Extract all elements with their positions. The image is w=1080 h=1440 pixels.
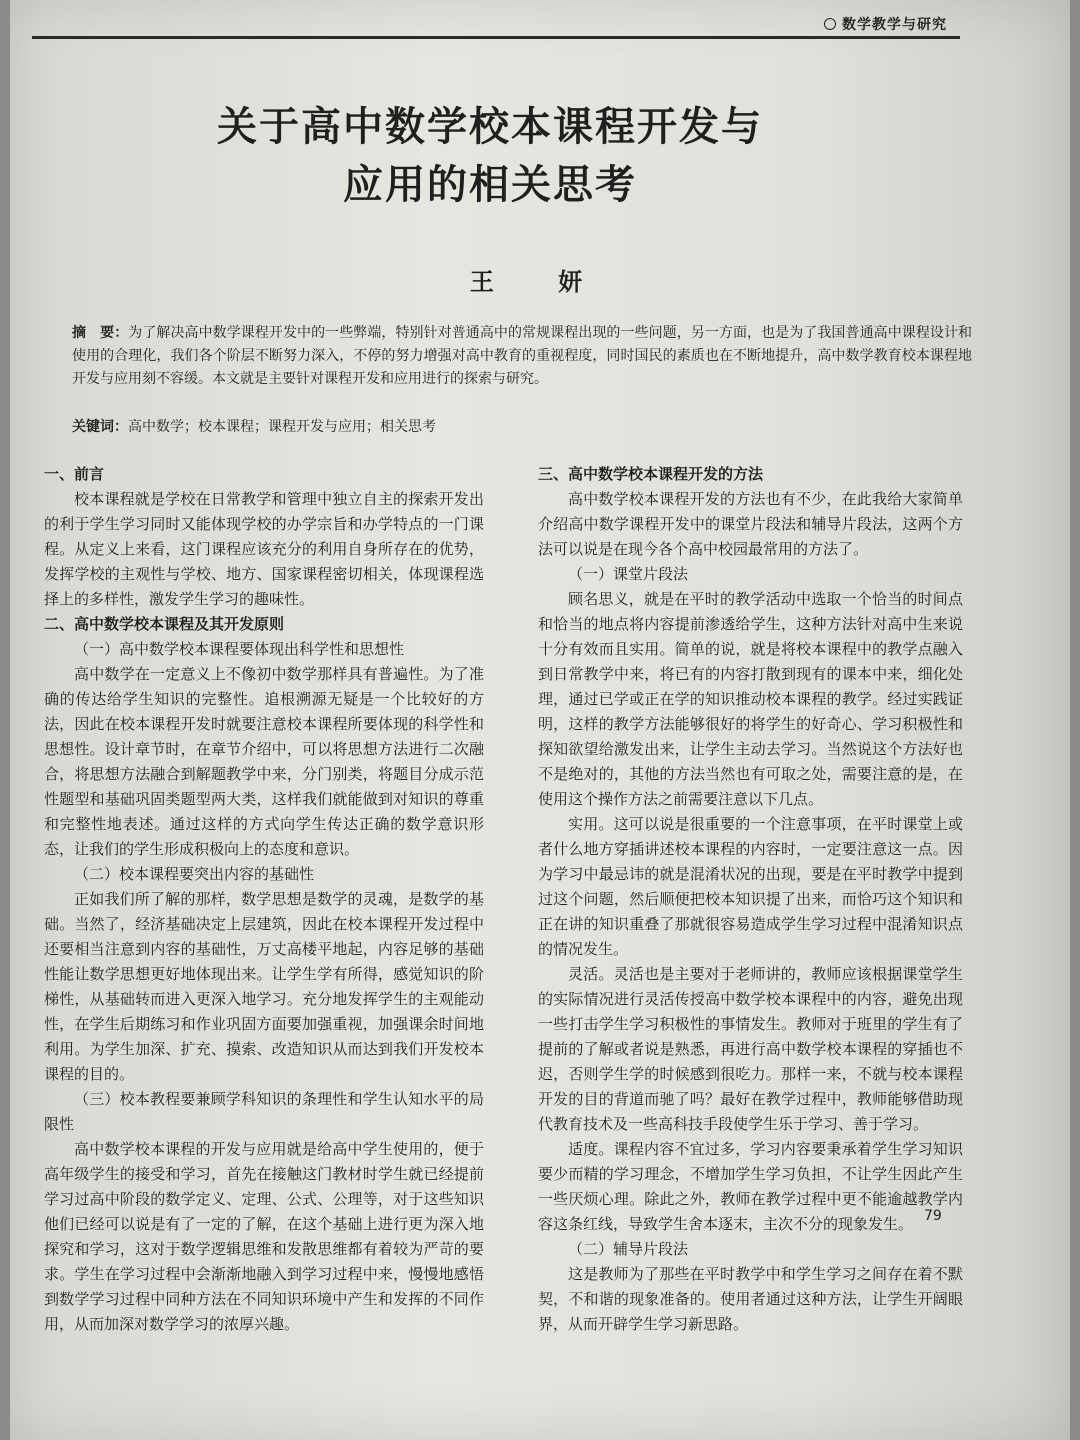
header-rule bbox=[32, 36, 960, 39]
section-1-heading: 一、前言 bbox=[44, 465, 105, 483]
journal-page bbox=[10, 0, 1070, 1440]
abstract bbox=[72, 322, 972, 391]
title-line-2: 应用的相关思考 bbox=[343, 162, 637, 208]
section-2-subheading-2: （二）校本课程要突出内容的基础性 bbox=[74, 865, 315, 883]
section-3-subheading-1: （一）课堂片段法 bbox=[568, 565, 689, 583]
keywords-text: 高中数学；校本课程；课程开发与应用；相关思考 bbox=[128, 419, 436, 435]
section-2-subheading-1: （一）高中数学校本课程要体现出科学性和思想性 bbox=[74, 640, 405, 658]
title-line-1: 关于高中数学校本课程开发与 bbox=[217, 104, 763, 150]
section-3-paragraph-3: 实用。这可以说是很重要的一个注意事项，在平时课堂上或者什么地方穿插讲述校本课程的内容时，一定要注意这一点。因为学习中最忌讳的就是混淆状况的出现，要是在平时教学中提到过这个问题，然后顺便把校本知识提了出来，而恰巧这个知识和正在讲的知识重叠了那就很容易造成学生学习过程中混淆知识点的情况发生。 bbox=[538, 815, 963, 958]
section-2-paragraph-3: 高中数学校本课程的开发与应用就是给高中学生使用的，便于高年级学生的接受和学习，首先在接触这门教材时学生就已经提前学习过高中阶段的数学定义、定理、公式、公理等，对于这些知识他们已经可以说是有了一定的了解，在这个基础上进行更为深入地探究和学习，这对于数学逻辑思维和发散思维都有着较为严苛的要求。学生在学习过程中会渐渐地融入到学习过程中来，慢慢地感悟到数学学习过程中同种方法在不同知识环境中产生和发挥的不同作用，从而加深对数学学习的浓厚兴趣。 bbox=[44, 1140, 484, 1333]
keywords bbox=[72, 416, 972, 439]
section-1-paragraph-1: 校本课程就是学校在日常教学和管理中独立自主的探索开发出的利于学生学习同时又能体现学校的办学宗旨和办学特点的一门课程。从定义上来看，这门课程应该充分的利用自身所存在的优势，发挥学校的主观性与学校、地方、国家课程密切相关，体现课程选择上的多样性，激发学生学习的趣味性。 bbox=[44, 490, 484, 608]
section-3-paragraph-1: 高中数学校本课程开发的方法也有不少，在此我给大家简单介绍高中数学课程开发中的课堂片段法和辅导片段法，这两个方法可以说是在现今各个高中校园最常用的方法了。 bbox=[538, 490, 963, 558]
section-2-paragraph-2: 正如我们所了解的那样，数学思想是数学的灵魂，是数学的基础。当然了，经济基础决定上层建筑，因此在校本课程开发过程中还要相当注意到内容的基础性，万丈高楼平地起，内容足够的基础性能让数学思想更好地体现出来。让学生学有所得，感觉知识的阶梯性，从基础转而进入更深入地学习。充分地发挥学生的主观能动性，在学生后期练习和作业巩固方面要加强重视，加强课余时间地利用。为学生加深、扩充、摸索、改造知识从而达到我们开发校本课程的目的。 bbox=[44, 890, 484, 1083]
abstract-text: 为了解决高中数学课程开发中的一些弊端，特别针对普通高中的常规课程出现的一些问题，另一方面，也是为了我国普通高中课程设计和使用的合理化，我们各个阶层不断努力深入，不停的努力增强对高中教育的重视程度，同时国民的素质也在不断地提升，高中数学教育校本课程地开发与应用刻不容缓。本文就是主要针对课程开发和应用进行的探索与研究。 bbox=[72, 325, 973, 387]
article-title bbox=[70, 98, 910, 214]
section-3-subheading-2: （二）辅导片段法 bbox=[568, 1240, 689, 1258]
section-3-paragraph-5: 适度。课程内容不宜过多，学习内容要秉承着学生学习知识要少而精的学习理念，不增加学生学习负担，不让学生因此产生一些厌烦心理。除此之外，教师在教学过程中更不能逾越教学内容这条红线，导致学生舍本逐末，主次不分的现象发生。 bbox=[538, 1140, 963, 1233]
section-tag bbox=[824, 14, 947, 34]
page-number: 79 bbox=[924, 1208, 942, 1224]
section-3-paragraph-4: 灵活。灵活也是主要对于老师讲的，教师应该根据课堂学生的实际情况进行灵活传授高中数学校本课程中的内容，避免出现一些打击学生学习积极性的事情发生。教师对于班里的学生有了提前的了解或者说是熟悉，再进行高中数学校本课程的穿插也不迟，否则学生学的时候感到很吃力。那样一来，不就与校本课程开发的目的背道而驰了吗？最好在教学过程中，教师能够借助现代教育技术及一些高科技手段使学生乐于学习、善于学习。 bbox=[538, 965, 963, 1133]
section-3-paragraph-6: 这是教师为了那些在平时教学中和学生学习之间存在着不默契，不和谐的现象准备的。使用者通过这种方法，让学生开阔眼界，从而开辟学生学习新思路。 bbox=[538, 1265, 963, 1333]
abstract-label: 摘 要： bbox=[72, 325, 129, 341]
section-tag-text: 数学教学与研究 bbox=[842, 17, 947, 33]
section-3-heading: 三、高中数学校本课程开发的方法 bbox=[538, 465, 764, 483]
section-2-heading: 二、高中数学校本课程及其开发原则 bbox=[44, 615, 285, 633]
left-column bbox=[44, 462, 484, 1337]
right-column bbox=[538, 462, 963, 1337]
keywords-label: 关键词： bbox=[72, 419, 128, 435]
section-2-paragraph-1: 高中数学在一定意义上不像初中数学那样具有普遍性。为了准确的传达给学生知识的完整性。追根溯源无疑是一个比较好的方法，因此在校本课程开发时就要注意校本课程所要体现的科学性和思想性。设计章节时，在章节介绍中，可以将思想方法进行二次融合，将思想方法融合到解题教学中来，分门别类，将题目分成示范性题型和基础巩固类题型两大类，这样我们就能做到对知识的尊重和完整性地表述。通过这样的方式向学生传达正确的数学意识形态，让我们的学生形成积极向上的态度和意识。 bbox=[44, 665, 484, 858]
circle-icon bbox=[824, 18, 836, 30]
section-2-subheading-3: （三）校本教程要兼顾学科知识的条理性和学生认知水平的局限性 bbox=[44, 1090, 484, 1133]
section-3-paragraph-2: 顾名思义，就是在平时的教学活动中选取一个恰当的时间点和恰当的地点将内容提前渗透给学生，这种方法针对高中生来说十分有效而且实用。简单的说，就是将校本课程中的教学点融入到日常教学中来，将已有的内容打散到现有的课本中来，细化处理，通过已学或正在学的知识推动校本课程的教学。经过实践证明，这样的教学方法能够很好的将学生的好奇心、学习积极性和探知欲望给激发出来，让学生主动去学习。当然说这个方法好也不是绝对的，其他的方法当然也有可取之处，需要注意的是，在使用这个操作方法之前需要注意以下几点。 bbox=[538, 590, 963, 808]
author: 王 妍 bbox=[469, 267, 611, 296]
